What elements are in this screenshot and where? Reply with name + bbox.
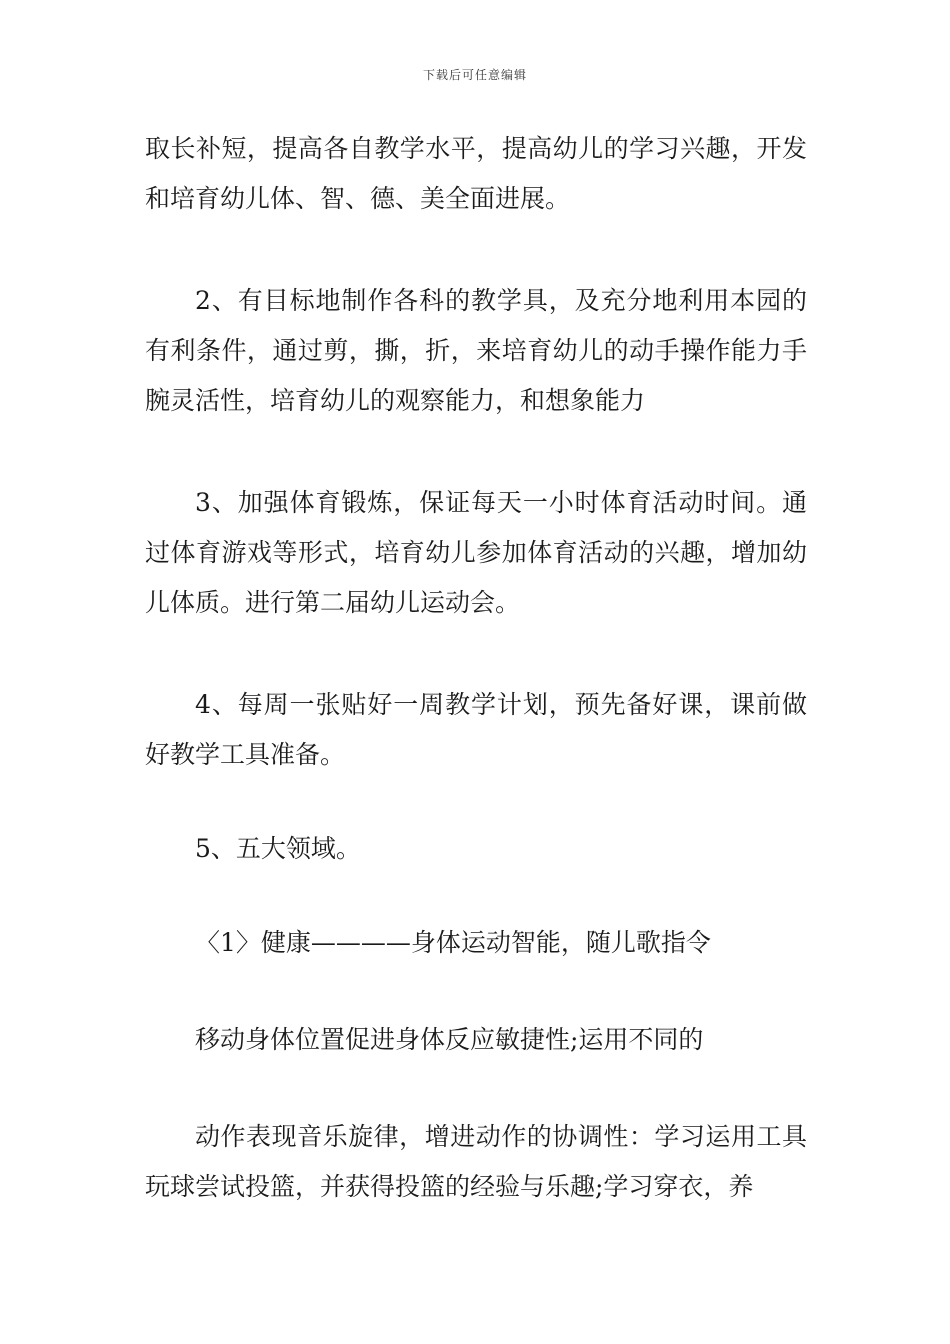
paragraph-health-heading: 〈1〉健康————身体运动智能，随儿歌指令 <box>195 928 711 957</box>
paragraph-continuation: 取长补短，提高各自教学水平，提高幼儿的学习兴趣，开发和培育幼儿体、智、德、美全面进展。 <box>145 134 807 213</box>
document-body <box>145 124 807 1212</box>
paragraph-health-line-2: 动作表现音乐旋律，增进动作的协调性：学习运用工具玩球尝试投篮，并获得投篮的经验与乐趣;学习穿衣，养 <box>145 1122 807 1201</box>
paragraph-item-3: 3、加强体育锻炼，保证每天一小时体育活动时间。通过体育游戏等形式，培育幼儿参加体育活动的兴趣，增加幼儿体质。进行第二届幼儿运动会。 <box>145 488 807 617</box>
paragraph-item-5: 5、五大领域。 <box>195 834 361 863</box>
page-header-note: 下载后可任意编辑 <box>422 68 527 82</box>
paragraph-health-line-1: 移动身体位置促进身体反应敏捷性;运用不同的 <box>195 1025 704 1054</box>
paragraph-item-2: 2、有目标地制作各科的教学具，及充分地利用本园的有利条件，通过剪，撕，折，来培育幼儿的动手操作能力手腕灵活性，培育幼儿的观察能力，和想象能力 <box>145 286 807 415</box>
paragraph-item-4: 4、每周一张贴好一周教学计划，预先备好课，课前做好教学工具准备。 <box>145 690 807 769</box>
